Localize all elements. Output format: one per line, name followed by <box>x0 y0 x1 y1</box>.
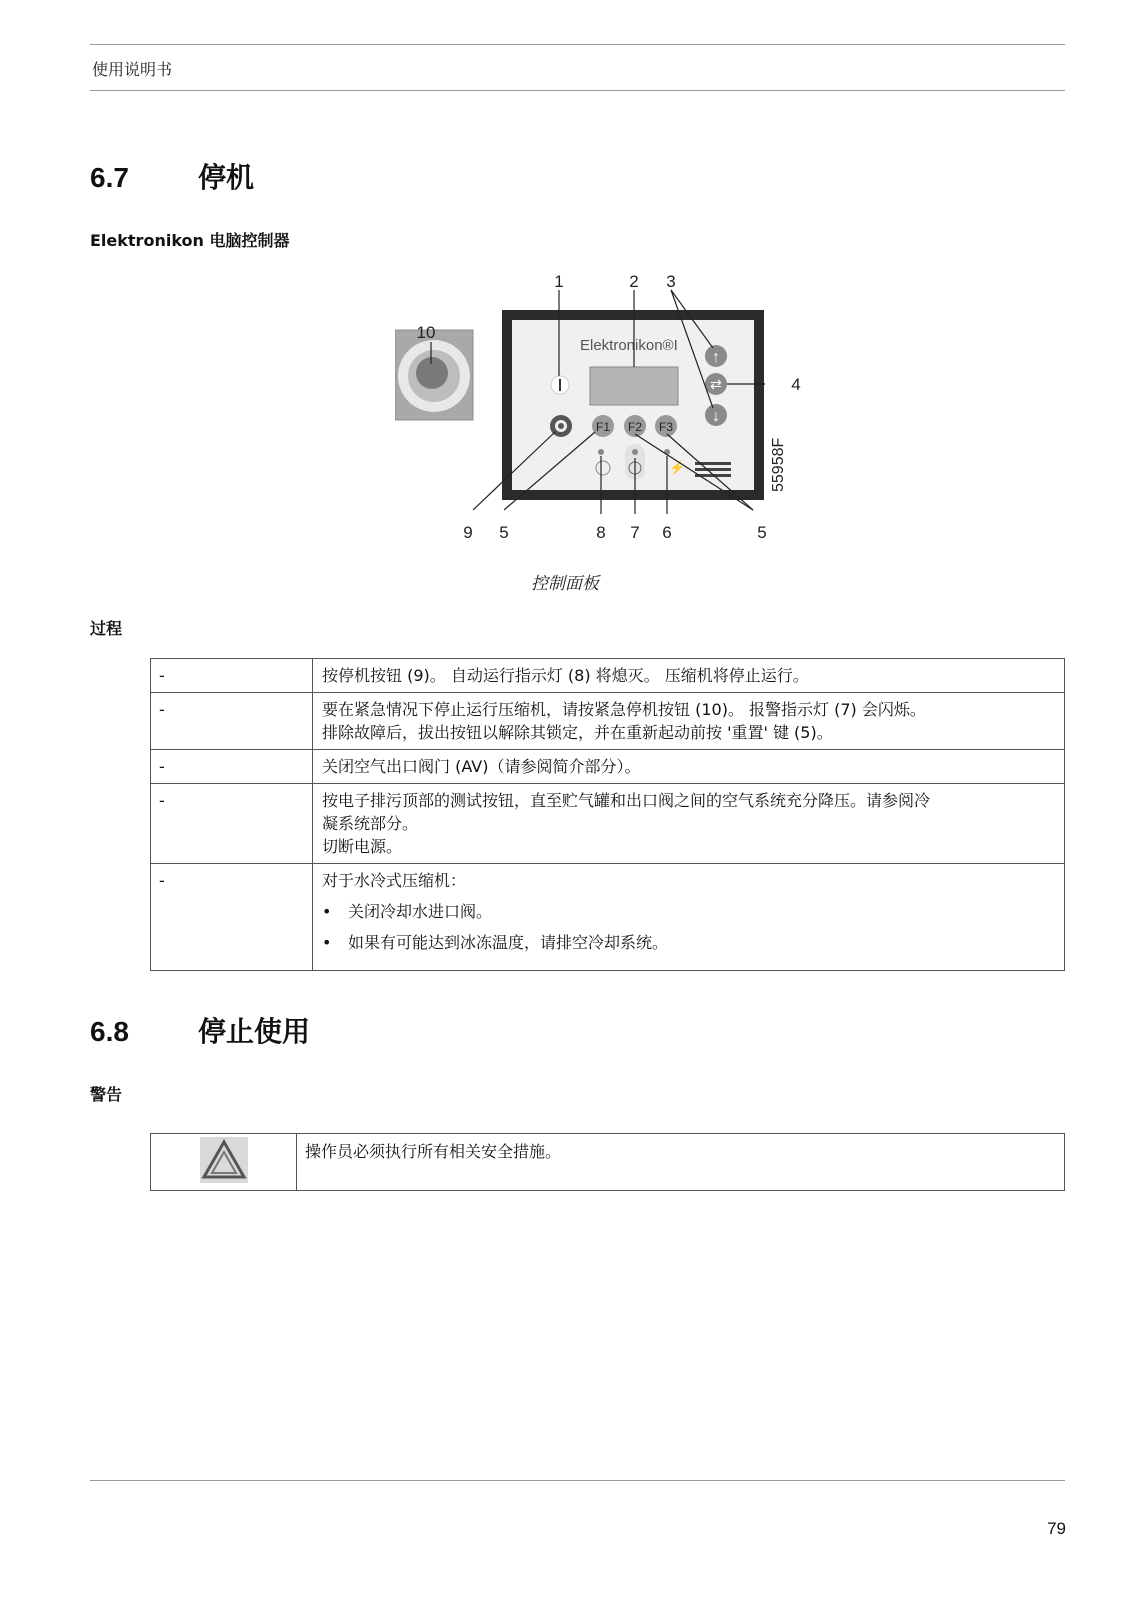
callout-6: 6 <box>662 523 672 542</box>
tab-button <box>705 373 727 395</box>
auto-operation-led <box>598 449 604 455</box>
step-marker: - <box>151 693 313 750</box>
step-text: 按停机按钮 (9)。 自动运行指示灯 (8) 将熄灭。 压缩机将停止运行。 <box>313 659 1065 693</box>
function-key-f3 <box>655 415 677 437</box>
svg-text:F1: F1 <box>595 420 611 434</box>
callout-4: 4 <box>791 375 801 394</box>
header-rule-bottom <box>90 90 1065 91</box>
alarm-led <box>632 449 638 455</box>
table-row <box>151 750 1065 784</box>
step-marker: - <box>151 864 313 971</box>
table-row <box>151 1134 1065 1191</box>
step-marker: - <box>151 659 313 693</box>
running-header: 使用说明书 <box>92 60 173 79</box>
warning-triangle-icon <box>200 1137 248 1183</box>
table-row <box>151 659 1065 693</box>
section-heading-6-7 <box>90 156 254 196</box>
section-number: 6.7 <box>90 162 129 193</box>
table-row <box>151 864 1065 971</box>
warning-table <box>150 1133 1065 1191</box>
warning-heading: 警告 <box>90 1085 123 1104</box>
table-row <box>151 784 1065 864</box>
control-panel-figure <box>395 272 835 557</box>
bullet-item: • 如果有可能达到冰冻温度，请排空冷却系统。 <box>322 933 669 952</box>
section-number: 6.8 <box>90 1016 129 1047</box>
svg-text:F3: F3 <box>658 420 674 434</box>
warning-icon-cell <box>151 1134 297 1191</box>
warning-text: 操作员必须执行所有相关安全措施。 <box>297 1134 1065 1191</box>
page-number: 79 <box>1047 1519 1066 1538</box>
subsection-heading-controller: Elektronikon 电脑控制器 <box>90 231 290 250</box>
function-key-f1 <box>592 415 614 437</box>
table-row <box>151 693 1065 750</box>
procedure-heading: 过程 <box>90 619 123 638</box>
callout-1: 1 <box>554 272 564 291</box>
voltage-icon: ⚡ <box>669 460 686 475</box>
panel-brand-label: Elektronikon®I <box>580 337 678 354</box>
step-text: 要在紧急情况下停止运行压缩机，请按紧急停机按钮 (10)。 报警指示灯 (7) 会闪烁。 排除故障后，拔出按钮以解除其锁定，并在重新起动前按 '重置' 键 (5)。 <box>313 693 1065 750</box>
step-text: 关闭空气出口阀门 (AV)（请参阅简介部分）。 <box>313 750 1065 784</box>
panel-display-screen <box>590 367 678 405</box>
arrow-down-icon: ↓ <box>712 408 720 425</box>
step-marker: - <box>151 750 313 784</box>
figure-code: 55958F <box>770 437 787 492</box>
function-key-f2 <box>624 415 646 437</box>
emergency-stop-button-image <box>395 330 473 420</box>
tab-arrows-icon: ⇄ <box>710 376 722 392</box>
header-rule-top <box>90 44 1065 45</box>
step-text: 按电子排污顶部的测试按钮，直至贮气罐和出口阀之间的空气系统充分降压。请参阅冷 凝系统部分。 切断电源。 <box>313 784 1065 864</box>
arrow-up-icon: ↑ <box>712 349 720 366</box>
callout-9: 9 <box>463 523 473 542</box>
section-title: 停止使用 <box>198 1015 311 1048</box>
section-heading-6-8 <box>90 1010 310 1050</box>
scroll-up-button <box>705 345 727 367</box>
callout-5-right: 5 <box>757 523 767 542</box>
callout-2: 2 <box>629 272 639 291</box>
callout-8: 8 <box>596 523 606 542</box>
section-title: 停机 <box>198 161 255 194</box>
callout-3: 3 <box>666 272 676 291</box>
svg-text:F2: F2 <box>627 420 643 434</box>
procedure-table <box>150 658 1065 971</box>
bullet-item: • 关闭冷却水进口阀。 <box>322 902 493 921</box>
callout-10: 10 <box>416 323 436 342</box>
scroll-down-button <box>705 404 727 426</box>
figure-caption: 控制面板 <box>531 574 599 594</box>
callout-5-left: 5 <box>499 523 509 542</box>
callout-7: 7 <box>630 523 640 542</box>
step-marker: - <box>151 784 313 864</box>
step-text: 对于水冷式压缩机： • 关闭冷却水进口阀。 • 如果有可能达到冰冻温度，请排空冷却系统。 <box>313 864 1065 971</box>
footer-rule <box>90 1480 1065 1481</box>
